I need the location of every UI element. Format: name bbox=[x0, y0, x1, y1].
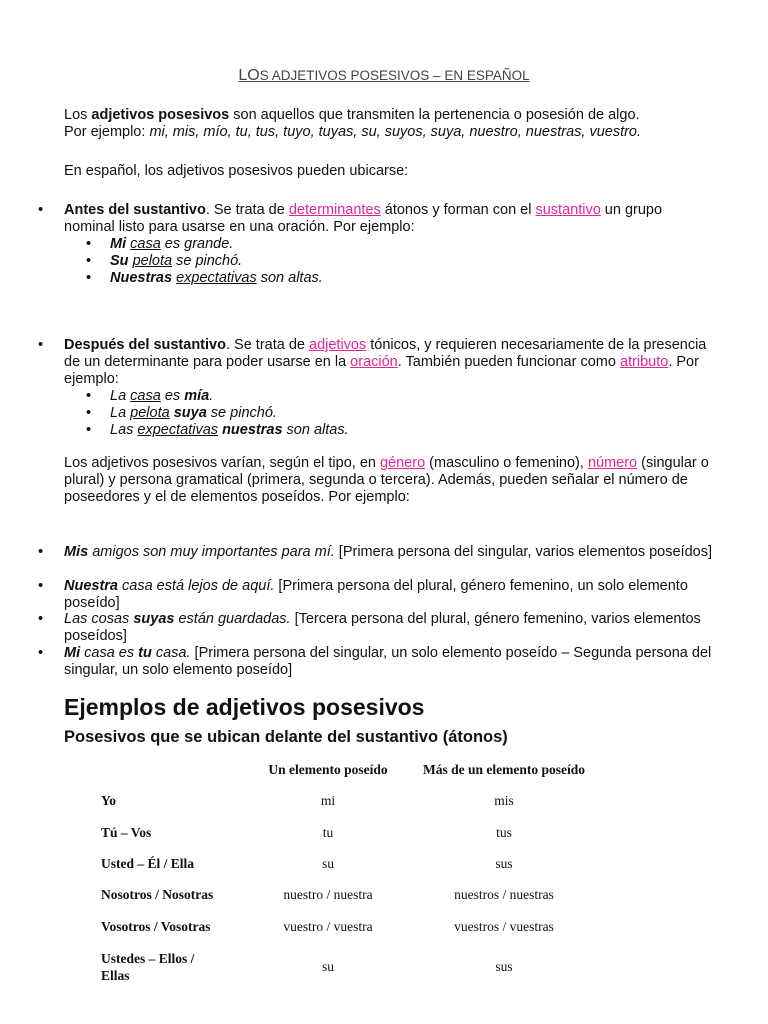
example-text: La bbox=[110, 405, 131, 421]
bullet-icon: • bbox=[38, 578, 44, 594]
example-item bbox=[64, 405, 714, 422]
bullet-icon: • bbox=[86, 270, 92, 286]
example-item bbox=[64, 236, 714, 253]
bullet-icon: • bbox=[86, 236, 92, 252]
intro-examples: mi, mis, mío, tu, tus, tuyo, tuyas, su, suyos, suya, nuestro, nuestras, vuestro. bbox=[149, 124, 642, 140]
text: un grupo nominal listo para usarse en una oración. Por ejemplo: bbox=[64, 202, 663, 235]
possessive: tu bbox=[138, 645, 152, 661]
table-cell: mis bbox=[494, 793, 514, 808]
noun: expectativas bbox=[176, 270, 257, 286]
example-item bbox=[64, 270, 714, 287]
possessive: Mi bbox=[110, 236, 127, 252]
possessive: mía bbox=[184, 388, 210, 404]
example-text: es bbox=[160, 388, 185, 404]
example-rest: se pinchó. bbox=[172, 253, 243, 269]
table-cell: tus bbox=[496, 825, 512, 840]
text: . Se trata de bbox=[225, 337, 309, 353]
antes-bullet bbox=[38, 202, 714, 287]
example-rest: es grande. bbox=[160, 236, 234, 252]
ejemplo-item bbox=[38, 611, 714, 645]
intro-paragraph bbox=[64, 107, 714, 141]
despues-heading: Después del sustantivo bbox=[64, 337, 226, 353]
possessive: suya bbox=[173, 405, 207, 421]
possessive: Mi bbox=[64, 645, 81, 661]
example-sentence: están guardadas. bbox=[174, 611, 291, 627]
noun: casa bbox=[130, 388, 161, 404]
ejemplo-item bbox=[38, 544, 714, 561]
table-cell: nuestro / nuestra bbox=[283, 887, 373, 902]
table-cell: su bbox=[321, 856, 334, 871]
table-cell: vuestros / vuestras bbox=[454, 919, 554, 934]
example-rest: son altas. bbox=[256, 270, 323, 286]
table-cell: tu bbox=[322, 825, 334, 840]
link-oracion[interactable]: oración bbox=[350, 354, 398, 370]
table-header: Un elemento poseído bbox=[268, 762, 388, 777]
text: tónicos, y requieren necesariamente de la presencia de un determinante para poder usarse en la bbox=[64, 337, 707, 370]
table-cell: sus bbox=[495, 856, 513, 871]
table-cell-person: Ustedes – Ellos / Ellas bbox=[101, 951, 195, 983]
link-genero[interactable]: género bbox=[379, 455, 426, 471]
example-note: [Primera persona del plural, género femenino, un solo elemento poseído] bbox=[64, 578, 688, 611]
example-sentence: casa. bbox=[151, 645, 191, 661]
example-text: . bbox=[209, 388, 214, 404]
example-note: [Tercera persona del plural, género femenino, varios elementos poseídos] bbox=[64, 611, 701, 644]
text: (singular o plural) y persona gramatical (primera, segunda o tercera). Además, pueden señalar el número de poseedores y el de elementos poseídos. Por ejemplo: bbox=[64, 455, 709, 505]
possessive: Nuestras bbox=[110, 270, 173, 286]
intro-text: Los bbox=[64, 107, 92, 123]
link-sustantivo[interactable]: sustantivo bbox=[535, 202, 601, 218]
despues-bullet bbox=[38, 337, 714, 439]
intro-term: adjetivos posesivos bbox=[91, 107, 230, 123]
link-atributo[interactable]: atributo bbox=[619, 354, 669, 370]
table-cell: nuestros / nuestras bbox=[454, 887, 554, 902]
link-determinantes[interactable]: determinantes bbox=[288, 202, 381, 218]
bullet-icon: • bbox=[38, 645, 44, 661]
bullet-icon: • bbox=[38, 337, 44, 353]
table-cell-person: Yo bbox=[101, 793, 117, 808]
possessive: Nuestra bbox=[64, 578, 118, 594]
example-text: se pinchó. bbox=[206, 405, 277, 421]
antes-heading: Antes del sustantivo bbox=[64, 202, 206, 218]
example-note: [Primera persona del singular, varios elementos poseídos] bbox=[334, 544, 712, 560]
text: . Por ejemplo: bbox=[64, 354, 699, 387]
page-title bbox=[0, 67, 768, 85]
varian-paragraph bbox=[64, 455, 714, 506]
example-sentence: Las cosas bbox=[64, 611, 134, 627]
subsection-heading: Posesivos que se ubican delante del sustantivo (átonos) bbox=[64, 728, 508, 746]
example-text: La bbox=[110, 388, 131, 404]
text: (masculino o femenino), bbox=[425, 455, 588, 471]
noun: expectativas bbox=[137, 422, 219, 438]
table-cell: su bbox=[321, 959, 334, 974]
example-item bbox=[64, 422, 714, 439]
possessive: suyas bbox=[133, 611, 175, 627]
intro-text: son aquellos que transmiten la pertenencia o posesión de algo. bbox=[229, 107, 640, 123]
possessive: nuestras bbox=[222, 422, 283, 438]
text: . Se trata de bbox=[205, 202, 289, 218]
table-cell: mi bbox=[320, 793, 336, 808]
text: átonos y forman con el bbox=[380, 202, 536, 218]
intro-text: Por ejemplo: bbox=[64, 124, 150, 140]
bullet-icon: • bbox=[86, 388, 92, 404]
bullet-icon: • bbox=[86, 422, 92, 438]
possessive: Mis bbox=[64, 544, 89, 560]
example-note: [Primera persona del singular, un solo elemento poseído – Segunda persona del singular, un solo elemento poseído] bbox=[64, 645, 712, 678]
bullet-icon: • bbox=[86, 405, 92, 421]
table-cell: vuestro / vuestra bbox=[283, 919, 373, 934]
ejemplo-item bbox=[38, 645, 714, 679]
table-header: Más de un elemento poseído bbox=[423, 762, 585, 777]
section-heading: Ejemplos de adjetivos posesivos bbox=[64, 694, 425, 720]
table-cell-person: Nosotros / Nosotras bbox=[101, 887, 214, 902]
link-adjetivos[interactable]: adjetivos bbox=[309, 337, 367, 353]
bullet-icon: • bbox=[86, 253, 92, 269]
noun: pelota bbox=[132, 253, 173, 269]
ejemplo-item bbox=[38, 578, 714, 612]
bullet-icon: • bbox=[38, 202, 44, 218]
example-sentence: casa está lejos de aquí. bbox=[118, 578, 275, 594]
table-cell-person: Usted – Él / Ella bbox=[101, 856, 195, 871]
example-item bbox=[64, 388, 714, 405]
link-numero[interactable]: número bbox=[587, 455, 638, 471]
example-sentence: amigos son muy importantes para mí. bbox=[88, 544, 335, 560]
noun: pelota bbox=[130, 405, 170, 421]
example-sentence: casa es bbox=[80, 645, 139, 661]
title-rest: S ADJETIVOS POSESIVOS – EN ESPAÑOL bbox=[259, 68, 530, 83]
text: Los adjetivos posesivos varían, según el tipo, en bbox=[64, 455, 380, 471]
bullet-icon: • bbox=[38, 544, 44, 560]
table-cell-person: Vosotros / Vosotras bbox=[101, 919, 211, 934]
bullet-icon: • bbox=[38, 611, 44, 627]
table-cell: sus bbox=[495, 959, 513, 974]
example-text: son altas. bbox=[282, 422, 349, 438]
ubicarse-paragraph: En español, los adjetivos posesivos pueden ubicarse: bbox=[64, 163, 409, 179]
example-text: Las bbox=[110, 422, 138, 438]
text: . También pueden funcionar como bbox=[397, 354, 620, 370]
example-item bbox=[64, 253, 714, 270]
title-prefix: LO bbox=[238, 67, 260, 84]
noun: casa bbox=[130, 236, 161, 252]
table-cell-person: Tú – Vos bbox=[101, 825, 152, 840]
possessive: Su bbox=[110, 253, 129, 269]
